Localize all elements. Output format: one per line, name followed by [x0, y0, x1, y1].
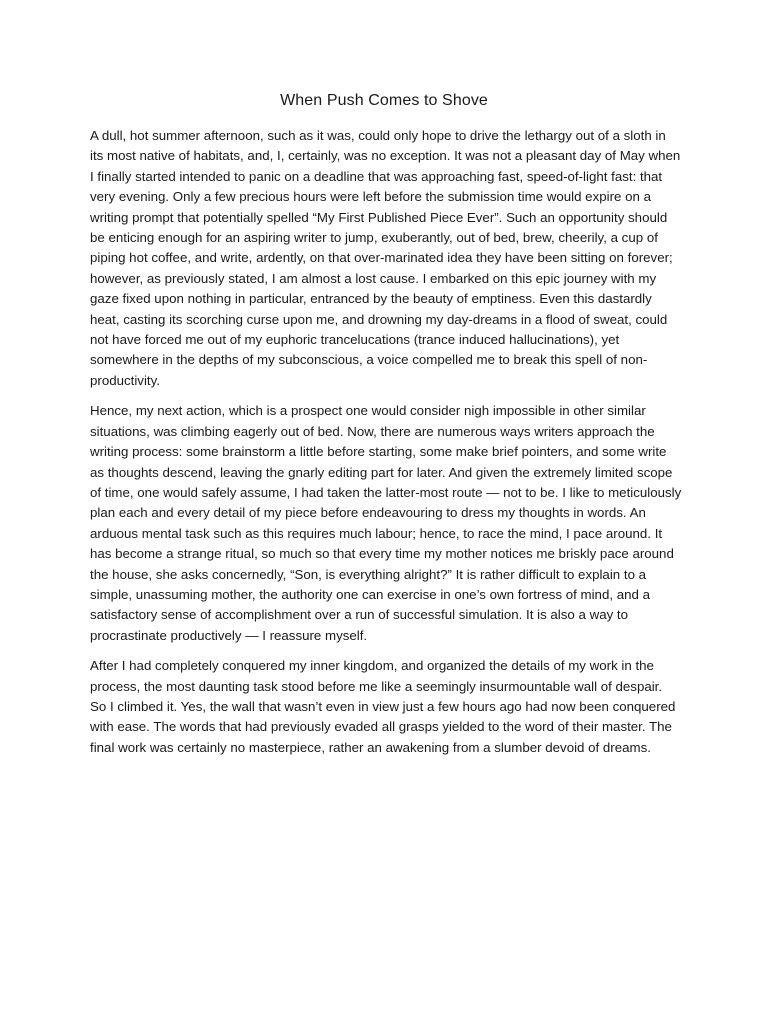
document-title: When Push Comes to Shove [280, 92, 488, 109]
paragraph-3: After I had completely conquered my inner kingdom, and organized the details of my work in the process, the most daunting task stood before me like a seemingly insurmountable wall of despair. So I climbed it. Yes, the wall that wasn’t even in view just a few hours ago had now been conquered with ease. The words that had previously evaded all grasps yielded to the word of their master. The final work was certainly no masterpiece, rather an awakening from a slumber devoid of dreams. [90, 658, 676, 755]
paragraph-2: Hence, my next action, which is a prospect one would consider nigh impossible in other similar situations, was climbing eagerly out of bed. Now, there are numerous ways writers approach the writing process: some brainstorm a little before starting, some make brief pointers, and some write as thoughts descend, leaving the gnarly editing part for later. And given the extremely limited scope of time, one would safely assume, I had taken the latter-most route — not to be. I like to meticulously plan each and every detail of my piece before endeavouring to dress my thoughts in words. An arduous mental task such as this requires much labour; hence, to race the mind, I pace around. It has become a strange ritual, so much so that every time my mother notices me briskly pace around the house, she asks concernedly, “Son, is everything alright?” It is rather difficult to explain to a simple, unassuming mother, the authority one can exercise in one’s own fortress of mind, and a satisfactory sense of accomplishment over a run of successful simulation. It is also a way to procrastinate productively — I reassure myself. [90, 403, 682, 643]
document-body [90, 126, 682, 768]
paragraph-1: A dull, hot summer afternoon, such as it was, could only hope to drive the lethargy out of a sloth in its most native of habitats, and, I, certainly, was no exception. It was not a pleasant day of May when I finally started intended to panic on a deadline that was approaching fast, speed-of-light fast: that very evening. Only a few precious hours were left before the submission time would expire on a writing prompt that potentially spelled “My First Published Piece Ever”. Such an opportunity should be enticing enough for an aspiring writer to jump, exuberantly, out of bed, brew, cheerily, a cup of piping hot coffee, and write, ardently, on that over-marinated idea they have been sitting on forever; however, as previously stated, I am almost a lost cause. I embarked on this epic journey with my gaze fixed upon nothing in particular, entranced by the beauty of emptiness. Even this dastardly heat, casting its scorching curse upon me, and drowning my day-dreams in a flood of sweat, could not have forced me out of my euphoric trancelucations (trance induced hallucinations), yet somewhere in the depths of my subconscious, a voice compelled me to break this spell of non-productivity. [90, 128, 681, 388]
